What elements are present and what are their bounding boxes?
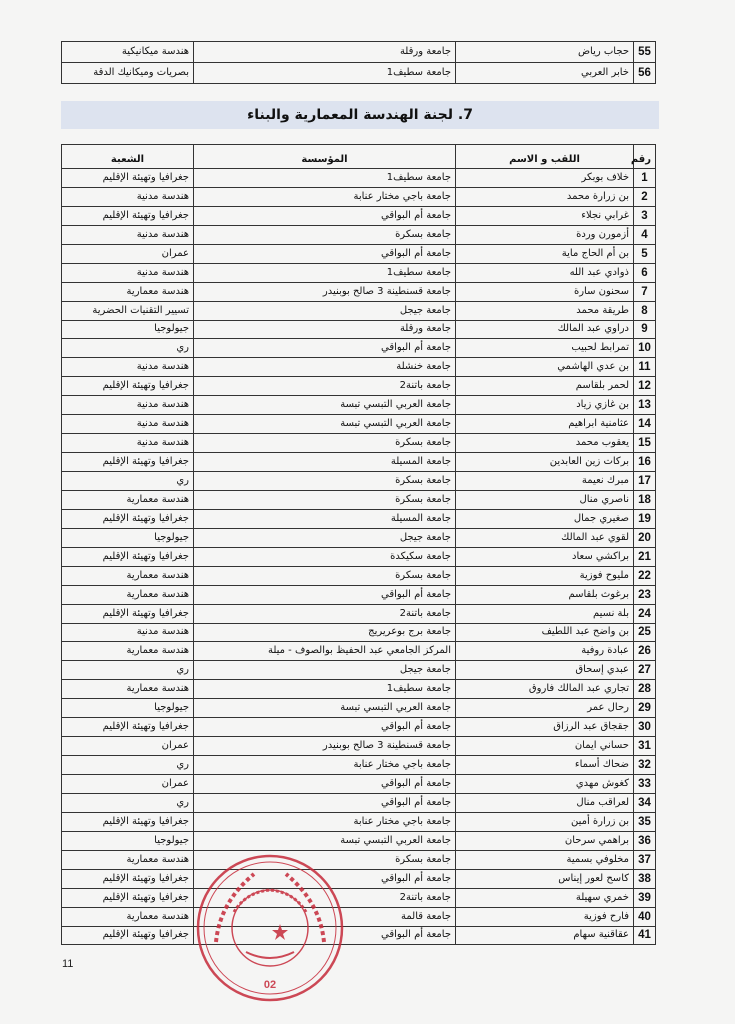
row-number: 14 (634, 415, 656, 434)
header-specialty: الشعبة (62, 145, 194, 169)
member-specialty: هندسة معمارية (62, 490, 194, 509)
table-row (62, 585, 656, 604)
member-name: ذوادي عبد الله (456, 263, 634, 282)
table-row (62, 339, 656, 358)
member-institution: جامعة باتنة2 (194, 377, 456, 396)
member-institution: جامعة أم البواقي (194, 244, 456, 263)
row-number: 13 (634, 396, 656, 415)
table-row (62, 566, 656, 585)
row-number: 7 (634, 282, 656, 301)
member-specialty: هندسة ميكانيكية (62, 42, 194, 63)
member-name: تجاري عبد المالك فاروق (456, 680, 634, 699)
table-row (62, 396, 656, 415)
member-name: بن عدي الهاشمي (456, 358, 634, 377)
table-row (62, 528, 656, 547)
member-institution: جامعة أم البواقي (194, 793, 456, 812)
table-row (62, 434, 656, 453)
table-row (62, 225, 656, 244)
member-institution: جامعة أم البواقي (194, 585, 456, 604)
member-institution: جامعة أم البواقي (194, 775, 456, 794)
member-specialty: جغرافيا وتهيئة الإقليم (62, 718, 194, 737)
row-number: 21 (634, 547, 656, 566)
member-name: عثامنية ابراهيم (456, 415, 634, 434)
member-institution: جامعة المسيلة (194, 509, 456, 528)
row-number: 11 (634, 358, 656, 377)
member-specialty: هندسة مدنية (62, 187, 194, 206)
table-row (62, 604, 656, 623)
member-specialty: هندسة مدنية (62, 225, 194, 244)
member-specialty: هندسة مدنية (62, 358, 194, 377)
member-institution: جامعة بسكرة (194, 434, 456, 453)
member-specialty: ري (62, 472, 194, 491)
member-name: خمري سهيلة (456, 888, 634, 907)
member-specialty: هندسة معمارية (62, 642, 194, 661)
member-name: حجاب رياض (456, 42, 634, 63)
row-number: 10 (634, 339, 656, 358)
member-institution: جامعة باتنة2 (194, 888, 456, 907)
member-institution: جامعة ورقلة (194, 42, 456, 63)
committee-members-table (61, 144, 656, 945)
member-name: بركات زين العابدين (456, 453, 634, 472)
member-specialty: جغرافيا وتهيئة الإقليم (62, 604, 194, 623)
row-number: 2 (634, 187, 656, 206)
table-row (62, 453, 656, 472)
official-stamp (194, 852, 346, 1004)
member-name: كاسح لعور إيناس (456, 869, 634, 888)
member-name: طريقة محمد (456, 301, 634, 320)
member-name: خابر العربي (456, 63, 634, 84)
member-institution: جامعة سطيف1 (194, 263, 456, 282)
row-number: 22 (634, 566, 656, 585)
member-specialty: هندسة معمارية (62, 850, 194, 869)
table-row (62, 812, 656, 831)
member-specialty: بصريات وميكانيك الدقة (62, 63, 194, 84)
row-number: 8 (634, 301, 656, 320)
member-name: بلة نسيم (456, 604, 634, 623)
row-number: 37 (634, 850, 656, 869)
member-specialty: هندسة مدنية (62, 415, 194, 434)
table-row (62, 490, 656, 509)
row-number: 16 (634, 453, 656, 472)
member-specialty: ري (62, 661, 194, 680)
table-row (62, 472, 656, 491)
stamp-code: 02 (263, 979, 277, 991)
row-number: 3 (634, 206, 656, 225)
member-institution: جامعة جيجل (194, 301, 456, 320)
table-row (62, 907, 656, 926)
table-row (62, 793, 656, 812)
member-name: رحال عمر (456, 699, 634, 718)
member-specialty: هندسة معمارية (62, 907, 194, 926)
member-specialty: جيولوجيا (62, 699, 194, 718)
member-institution: جامعة سطيف1 (194, 63, 456, 84)
member-institution: جامعة باتنة2 (194, 604, 456, 623)
member-institution: جامعة قسنطينة 3 صالح بوبنيدر (194, 737, 456, 756)
member-specialty: جغرافيا وتهيئة الإقليم (62, 926, 194, 945)
header-name: اللقب و الاسم (456, 145, 634, 169)
member-name: برغوث بلقاسم (456, 585, 634, 604)
member-name: غرابي نجلاء (456, 206, 634, 225)
row-number: 25 (634, 623, 656, 642)
row-number: 31 (634, 737, 656, 756)
row-number: 12 (634, 377, 656, 396)
member-name: يعقوب محمد (456, 434, 634, 453)
member-specialty: هندسة معمارية (62, 585, 194, 604)
member-name: ناصري منال (456, 490, 634, 509)
member-institution: جامعة سطيف1 (194, 169, 456, 188)
member-specialty: ري (62, 793, 194, 812)
table-row (62, 187, 656, 206)
row-number: 39 (634, 888, 656, 907)
table-row (62, 244, 656, 263)
row-number: 27 (634, 661, 656, 680)
member-specialty: جغرافيا وتهيئة الإقليم (62, 869, 194, 888)
member-name: دراوي عبد المالك (456, 320, 634, 339)
row-number: 23 (634, 585, 656, 604)
member-institution: جامعة أم البواقي (194, 926, 456, 945)
member-institution: جامعة أم البواقي (194, 718, 456, 737)
member-institution: جامعة باجي مختار عنابة (194, 187, 456, 206)
member-specialty: تسيير التقنيات الحضرية (62, 301, 194, 320)
member-institution: جامعة العربي التبسي تبسة (194, 831, 456, 850)
member-name: مليوح فوزية (456, 566, 634, 585)
member-name: خلاف بوبكر (456, 169, 634, 188)
member-institution: جامعة جيجل (194, 661, 456, 680)
member-institution: جامعة بسكرة (194, 472, 456, 491)
member-specialty: ري (62, 339, 194, 358)
member-name: براكشي سعاد (456, 547, 634, 566)
member-institution: جامعة أم البواقي (194, 339, 456, 358)
table-row (62, 415, 656, 434)
member-specialty: هندسة معمارية (62, 680, 194, 699)
member-institution: جامعة سطيف1 (194, 680, 456, 699)
member-name: تمرابط لحبيب (456, 339, 634, 358)
table-row (62, 263, 656, 282)
member-specialty: جغرافيا وتهيئة الإقليم (62, 206, 194, 225)
table-row (62, 509, 656, 528)
page-number: 11 (62, 958, 74, 970)
member-institution: جامعة قالمة (194, 907, 456, 926)
row-number: 9 (634, 320, 656, 339)
table-row (62, 282, 656, 301)
member-institution: جامعة قسنطينة 3 صالح بوبنيدر (194, 282, 456, 301)
member-institution: جامعة أم البواقي (194, 206, 456, 225)
row-number: 24 (634, 604, 656, 623)
member-name: عبادة روفية (456, 642, 634, 661)
row-number: 26 (634, 642, 656, 661)
table-row (62, 358, 656, 377)
member-name: لعراقب منال (456, 793, 634, 812)
member-name: براهمي سرحان (456, 831, 634, 850)
member-institution: المركز الجامعي عبد الحفيظ بوالصوف - ميلة (194, 642, 456, 661)
row-number: 28 (634, 680, 656, 699)
member-name: جقجاق عبد الرزاق (456, 718, 634, 737)
member-name: أزمورن وردة (456, 225, 634, 244)
member-specialty: جيولوجيا (62, 831, 194, 850)
row-number: 35 (634, 812, 656, 831)
member-institution: جامعة بسكرة (194, 490, 456, 509)
member-name: لحمر بلقاسم (456, 377, 634, 396)
member-name: حساني ايمان (456, 737, 634, 756)
member-specialty: جغرافيا وتهيئة الإقليم (62, 377, 194, 396)
member-name: صغيري جمال (456, 509, 634, 528)
row-number: 18 (634, 490, 656, 509)
table-row (62, 888, 656, 907)
table-row (62, 869, 656, 888)
member-specialty: جغرافيا وتهيئة الإقليم (62, 547, 194, 566)
table-row (62, 831, 656, 850)
member-name: بن زرارة أمين (456, 812, 634, 831)
member-institution: جامعة المسيلة (194, 453, 456, 472)
member-specialty: جغرافيا وتهيئة الإقليم (62, 169, 194, 188)
member-specialty: هندسة مدنية (62, 263, 194, 282)
table-header-row (62, 145, 656, 169)
member-name: كغوش مهدي (456, 775, 634, 794)
member-institution: جامعة باجي مختار عنابة (194, 812, 456, 831)
table-row (62, 42, 656, 63)
table-row (62, 699, 656, 718)
member-institution: جامعة برج بوعريريج (194, 623, 456, 642)
continued-table (61, 41, 656, 84)
member-specialty: هندسة مدنية (62, 396, 194, 415)
row-number: 36 (634, 831, 656, 850)
table-row (62, 63, 656, 84)
row-number: 15 (634, 434, 656, 453)
member-name: بن أم الحاج ماية (456, 244, 634, 263)
table-row (62, 850, 656, 869)
table-row (62, 756, 656, 775)
table-row (62, 926, 656, 945)
row-number: 19 (634, 509, 656, 528)
row-number: 1 (634, 169, 656, 188)
member-institution: جامعة ورقلة (194, 320, 456, 339)
table-row (62, 737, 656, 756)
member-institution: جامعة بسكرة (194, 566, 456, 585)
member-specialty: هندسة معمارية (62, 566, 194, 585)
row-number: 40 (634, 907, 656, 926)
member-institution: جامعة بسكرة (194, 225, 456, 244)
table-row (62, 206, 656, 225)
member-institution: جامعة بسكرة (194, 850, 456, 869)
member-name: سحنون سارة (456, 282, 634, 301)
row-number: 6 (634, 263, 656, 282)
row-number: 55 (634, 42, 656, 63)
header-num: رقم (634, 145, 656, 169)
member-specialty: جغرافيا وتهيئة الإقليم (62, 812, 194, 831)
table-row (62, 718, 656, 737)
member-specialty: ري (62, 756, 194, 775)
header-institution: المؤسسة (194, 145, 456, 169)
member-name: لقوي عبد المالك (456, 528, 634, 547)
row-number: 41 (634, 926, 656, 945)
member-institution: جامعة سكيكدة (194, 547, 456, 566)
member-institution: جامعة العربي التبسي تبسة (194, 396, 456, 415)
row-number: 29 (634, 699, 656, 718)
table-row (62, 547, 656, 566)
section-title: 7. لجنة الهندسة المعمارية والبناء (247, 107, 473, 123)
section-heading-band (61, 101, 659, 129)
member-institution: جامعة خنشلة (194, 358, 456, 377)
row-number: 33 (634, 775, 656, 794)
member-name: عقاقنية سهام (456, 926, 634, 945)
table-row (62, 661, 656, 680)
member-name: بن غازي زياد (456, 396, 634, 415)
row-number: 20 (634, 528, 656, 547)
row-number: 38 (634, 869, 656, 888)
member-specialty: جغرافيا وتهيئة الإقليم (62, 888, 194, 907)
row-number: 5 (634, 244, 656, 263)
table-row (62, 623, 656, 642)
member-institution: جامعة جيجل (194, 528, 456, 547)
table-row (62, 377, 656, 396)
table-row (62, 642, 656, 661)
member-institution: جامعة باجي مختار عنابة (194, 756, 456, 775)
member-specialty: جيولوجيا (62, 320, 194, 339)
member-specialty: جيولوجيا (62, 528, 194, 547)
member-specialty: هندسة مدنية (62, 434, 194, 453)
row-number: 34 (634, 793, 656, 812)
member-specialty: هندسة معمارية (62, 282, 194, 301)
table-row (62, 169, 656, 188)
member-name: عبدي إسحاق (456, 661, 634, 680)
member-institution: جامعة العربي التبسي تبسة (194, 415, 456, 434)
table-row (62, 320, 656, 339)
member-specialty: هندسة مدنية (62, 623, 194, 642)
member-institution: جامعة العربي التبسي تبسة (194, 699, 456, 718)
member-name: بن زرارة محمد (456, 187, 634, 206)
member-institution: جامعة أم البواقي (194, 869, 456, 888)
member-name: ضحاك أسماء (456, 756, 634, 775)
row-number: 56 (634, 63, 656, 84)
row-number: 30 (634, 718, 656, 737)
member-name: مبرك نعيمة (456, 472, 634, 491)
row-number: 32 (634, 756, 656, 775)
member-name: مخلوفي بسمية (456, 850, 634, 869)
member-specialty: عمران (62, 737, 194, 756)
member-specialty: جغرافيا وتهيئة الإقليم (62, 453, 194, 472)
member-specialty: عمران (62, 244, 194, 263)
member-name: بن واضح عبد اللطيف (456, 623, 634, 642)
member-name: فارح فوزية (456, 907, 634, 926)
member-specialty: عمران (62, 775, 194, 794)
table-row (62, 775, 656, 794)
table-row (62, 301, 656, 320)
row-number: 4 (634, 225, 656, 244)
member-specialty: جغرافيا وتهيئة الإقليم (62, 509, 194, 528)
row-number: 17 (634, 472, 656, 491)
table-row (62, 680, 656, 699)
